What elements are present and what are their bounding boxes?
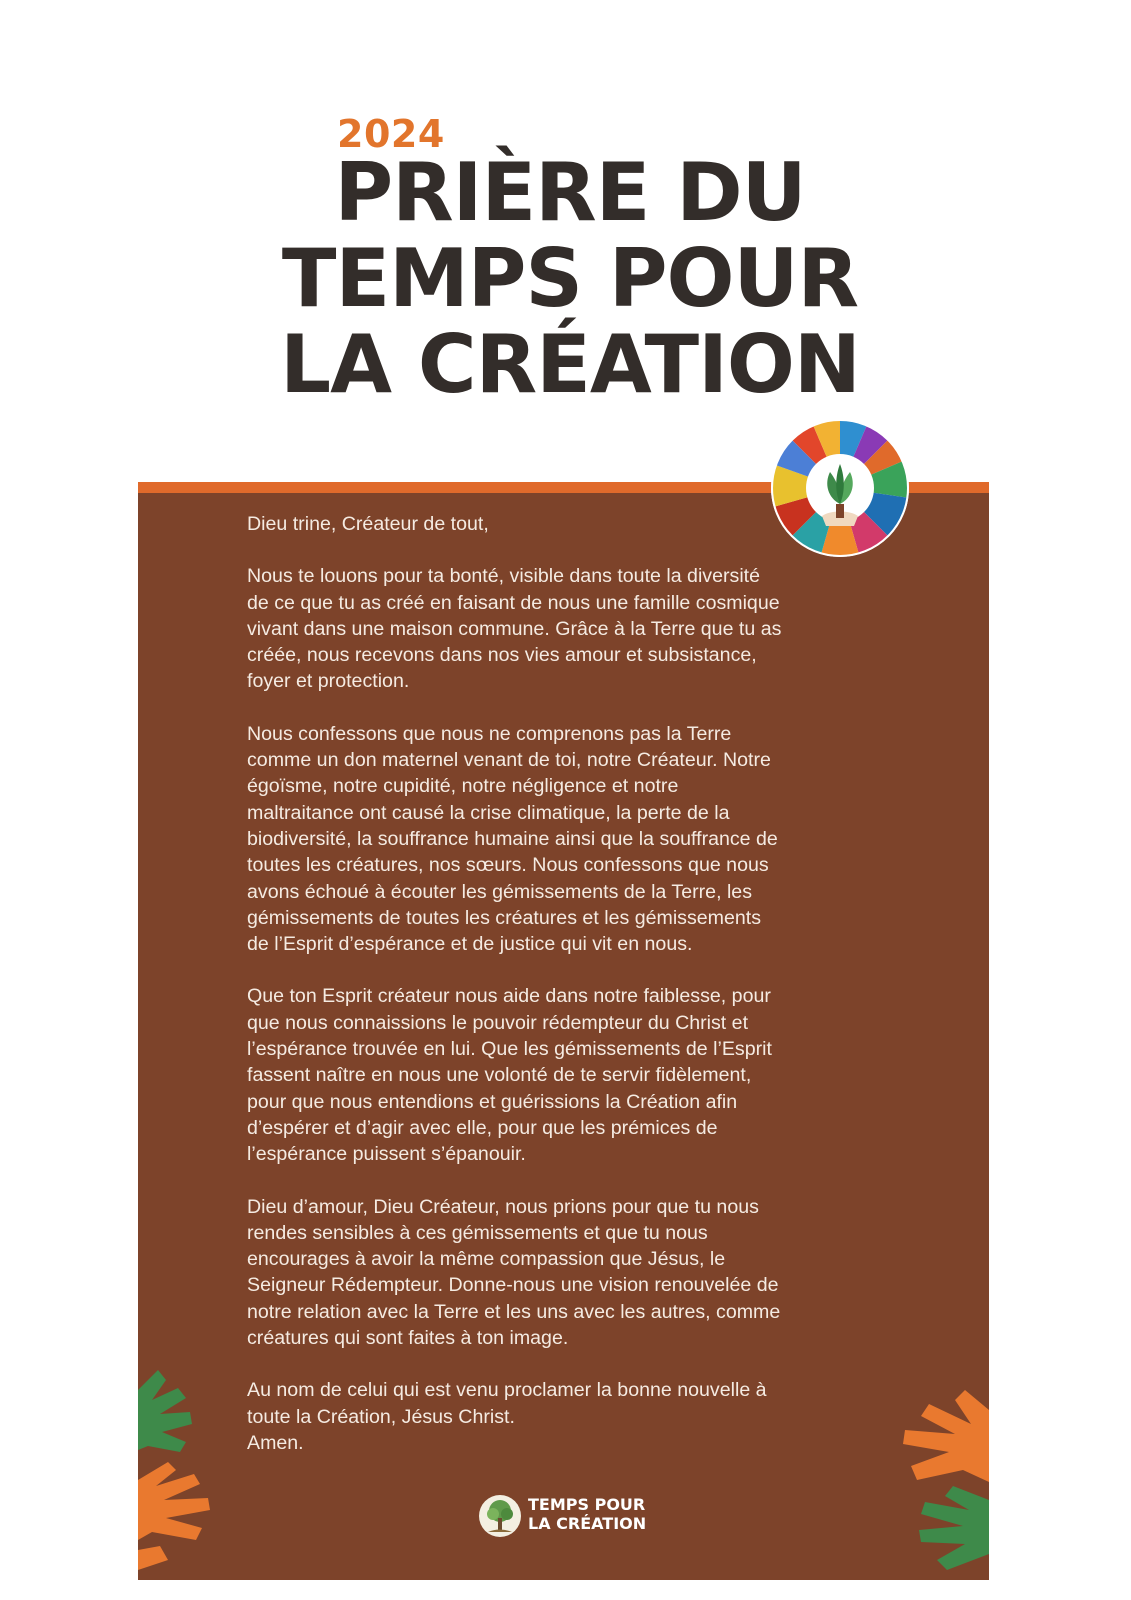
prayer-paragraph-5: Dieu d’amour, Dieu Créateur, nous prions pour que tu nous rendes sensibles à ces gémissements et que tu nous encourages à avoir la même compassion que Jésus, le Seigneur Rédempteur. Donne-nous une vision renouvelée de notre relation avec la Terre et les uns avec les autres, comme créatures qui sont faites à ton image. xyxy=(247,1195,781,1350)
hands-decoration-icon xyxy=(825,1390,989,1580)
footer-logo-line-2: LA CRÉATION xyxy=(528,1514,647,1533)
prayer-paragraph-2: Nous te louons pour ta bonté, visible dans toute la diversité de ce que tu as créé en faisant de nous une famille cosmique vivant dans une maison commune. Grâce à la Terre que tu as créée, nous recevons dans nos vies amour et subsistance, foyer et protection. xyxy=(247,565,782,693)
year-label: 2024 xyxy=(337,112,445,156)
prayer-paragraph-3: Nous confessons que nous ne comprenons pas la Terre comme un don maternel venant de toi, notre Créateur. Notre égoïsme, notre cupidité, notre négligence et notre maltraitance ont causé la crise climatique, la perte de la biodiversité, la souffrance humaine ainsi que la souffrance de toutes les créatures, nos sœurs. Nous confessons que nous avons échoué à écouter les gémissements de la Terre, les gémissements de toutes les créatures et les gémissements de l’Esprit d’espérance et de justice qui vit en nous. xyxy=(247,722,778,956)
footer-logo-line-1: TEMPS POUR xyxy=(528,1495,646,1514)
title-line-1: PRIÈRE DU xyxy=(334,146,806,239)
prayer-paragraph-4: Que ton Esprit créateur nous aide dans notre faiblesse, pour que nous connaissions le pouvoir rédempteur du Christ et l’espérance trouvée en lui. Que les gémissements de l’Esprit fassent naître en nous une volonté de te servir fidèlement, pour que nous entendions et guérissions la Création afin d’espérer et d’agir avec elle, pour que les prémices de l’espérance puissent s’épanouir. xyxy=(247,985,772,1166)
title-line-2: TEMPS POUR xyxy=(281,232,859,325)
page-title xyxy=(250,146,890,411)
footer-logo-text xyxy=(528,1495,646,1533)
prayer-paragraph-1: Dieu trine, Créateur de tout, xyxy=(247,513,489,535)
title-line-3: LA CRÉATION xyxy=(280,318,860,411)
tree-logo-icon xyxy=(478,1494,522,1538)
prayer-paragraph-6: Au nom de celui qui est venu proclamer la bonne nouvelle à toute la Création, Jésus Christ. Amen. xyxy=(247,1379,767,1454)
hands-decoration-icon xyxy=(138,1370,288,1580)
prayer-text xyxy=(247,511,897,1482)
footer-logo xyxy=(478,1492,658,1542)
